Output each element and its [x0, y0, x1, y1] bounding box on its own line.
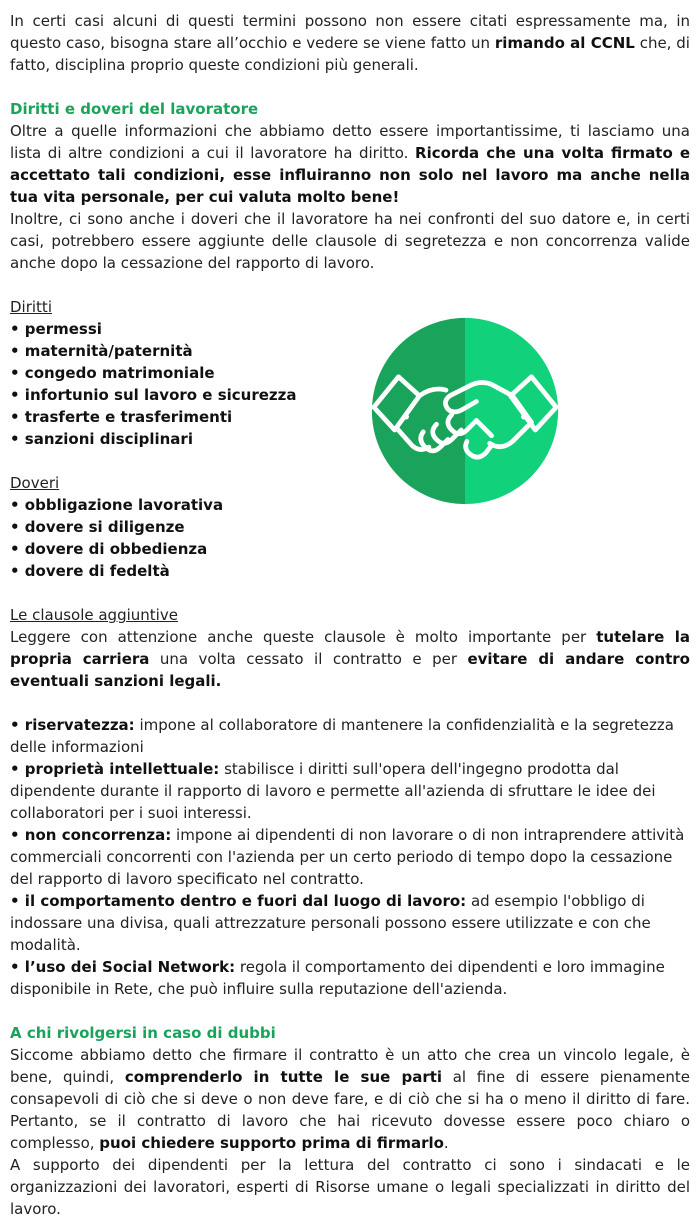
clause-item [10, 714, 690, 758]
doubts-bold-2: puoi chiedere supporto prima di firmarlo [99, 1134, 444, 1152]
doubts-text: Siccome abbiamo detto che firmare il contratto è un atto che crea un vincolo legale, è bene, quindi, [10, 1046, 690, 1086]
doubts-text-end: . [443, 1134, 449, 1152]
clause-item [10, 956, 690, 1000]
rights-duties-lists [10, 296, 690, 582]
duties-item: • dovere si diligenze [10, 518, 185, 536]
clause-text: ad esempio l'obbligo di indossare una divisa, quali attrezzature personali possono essere utilizzate e con che modalità. [10, 892, 651, 954]
clause-term: • riservatezza: [10, 716, 135, 734]
rights-item: • permessi [10, 320, 102, 338]
clauses-bold-1: tutelare la propria carriera [10, 628, 690, 668]
clause-item [10, 890, 690, 956]
duties-item: • dovere di obbedienza [10, 540, 208, 558]
clauses-text-2: una volta cessato il contratto e per [149, 650, 468, 668]
clause-item [10, 824, 690, 890]
clause-text: regola il comportamento dei dipendenti e loro immagine disponibile in Rete, che può influire sulla reputazione dell'azienda. [10, 958, 665, 998]
clauses-paragraph [10, 626, 690, 692]
rights-duties-heading: Diritti e doveri del lavoratore [10, 100, 259, 118]
clause-term: • l’uso dei Social Network: [10, 958, 236, 976]
rights-duties-paragraph [10, 120, 690, 208]
rights-title: Diritti [10, 298, 52, 316]
clause-term: • non concorrenza: [10, 826, 172, 844]
clauses-text: Leggere con attenzione anche queste clausole è molto importante per [10, 628, 597, 646]
doubts-bold-1: comprenderlo in tutte le sue parti [124, 1068, 443, 1086]
rights-duties-bold: Ricorda che una volta firmato e accettato tali condizioni, esse influiranno non solo nel lavoro ma anche nella tua vita personale, per cui valuta molto bene! [10, 144, 690, 206]
intro-paragraph [10, 10, 690, 76]
intro-text-end: che, di fatto, disciplina proprio queste condizioni più generali. [10, 34, 690, 74]
intro-text: In certi casi alcuni di questi termini possono non essere citati espressamente ma, in questo caso, bisogna stare all’occhio e vedere se viene fatto un [10, 12, 690, 52]
rights-item: • congedo matrimoniale [10, 364, 215, 382]
clause-term: • proprietà intellettuale: [10, 760, 220, 778]
doubts-paragraph [10, 1044, 690, 1154]
rights-item: • trasferte e trasferimenti [10, 408, 233, 426]
clause-term: • il comportamento dentro e fuori dal luogo di lavoro: [10, 892, 467, 910]
rights-item: • maternità/paternità [10, 342, 193, 360]
duties-item: • dovere di fedeltà [10, 562, 170, 580]
clause-text: stabilisce i diritti sull'opera dell'ingegno prodotta dal dipendente durante il rapporto di lavoro e permette all'azienda di sfruttare le idee dei collaboratori per i suoi interessi. [10, 760, 656, 822]
duties-title: Doveri [10, 474, 60, 492]
rights-duties-text: Oltre a quelle informazioni che abbiamo detto essere importantissime, ti lasciamo una lista di altre condizioni a cui il lavoratore ha diritto. [10, 122, 690, 162]
handshake-icon [370, 316, 560, 506]
doubts-paragraph-2: A supporto dei dipendenti per la lettura del contratto ci sono i sindacati e le organizzazioni dei lavoratori, esperti di Risorse umane o legali specializzati in diritto del lavoro. [10, 1156, 690, 1218]
rights-duties-paragraph-2: Inoltre, ci sono anche i doveri che il lavoratore ha nei confronti del suo datore e, in certi casi, potrebbero essere aggiunte delle clausole di segretezza e non concorrenza valide anche dopo la cessazione del rapporto di lavoro. [10, 210, 690, 272]
document-page [10, 10, 690, 1220]
intro-bold: rimando al CCNL [494, 34, 635, 52]
doubts-heading: A chi rivolgersi in caso di dubbi [10, 1024, 276, 1042]
clause-text: impone ai dipendenti di non lavorare o di non intraprendere attività commerciali concorrenti con l'azienda per un certo periodo di tempo dopo la cessazione del rapporto di lavoro specificato nel contratto. [10, 826, 685, 888]
rights-item: • infortunio sul lavoro e sicurezza [10, 386, 297, 404]
clauses-title: Le clausole aggiuntive [10, 606, 178, 624]
clauses-bold-2: evitare di andare contro eventuali sanzioni legali. [10, 650, 690, 690]
clause-item [10, 758, 690, 824]
rights-item: • sanzioni disciplinari [10, 430, 193, 448]
clause-text: impone al collaboratore di mantenere la confidenzialità e la segretezza delle informazioni [10, 716, 674, 756]
duties-item: • obbligazione lavorativa [10, 496, 224, 514]
doubts-text-2: al fine di essere pienamente consapevoli di ciò che si deve o non deve fare, e di ciò che si ha o meno il diritto di fare. Pertanto, se il contratto di lavoro che hai ricevuto dovesse essere poco chiaro o complesso, [10, 1068, 690, 1152]
